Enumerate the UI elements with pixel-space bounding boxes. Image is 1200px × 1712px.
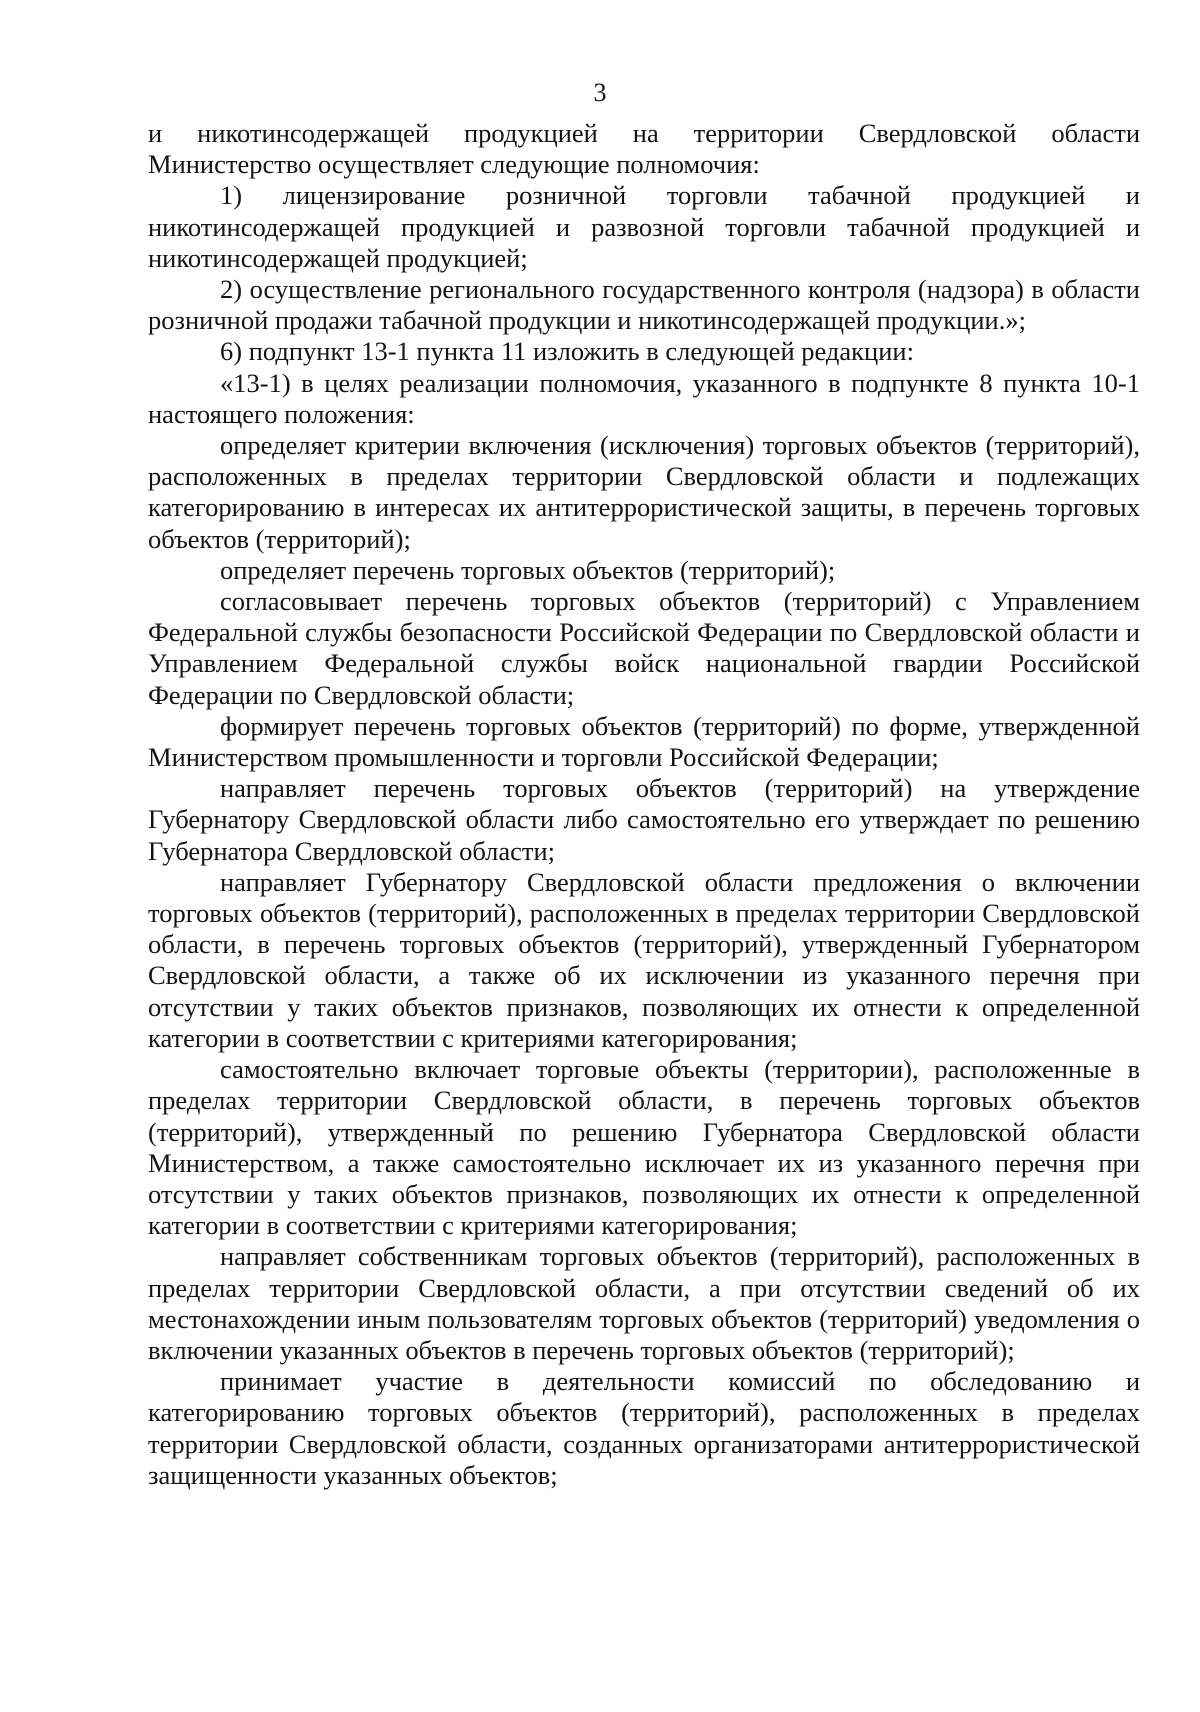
paragraph: направляет перечень торговых объектов (территорий) на утверждение Губернатору Свердловской области либо самостоятельно его утверждает по решению Губернатора Свердловской области; — [148, 773, 1140, 866]
paragraph: направляет собственникам торговых объектов (территорий), расположенных в пределах территории Свердловской области, а при отсутствии сведений об их местонахождении иным пользователям торговых объектов (территорий) уведомления о включении указанных объектов в перечень торговых объектов (территорий); — [148, 1241, 1140, 1365]
paragraph: формирует перечень торговых объектов (территорий) по форме, утвержденной Министерством промышленности и торговли Российской Федерации; — [148, 710, 1140, 773]
page-number: 3 — [593, 78, 607, 107]
paragraph: 1) лицензирование розничной торговли табачной продукцией и никотинсодержащей продукцией и развозной торговли табачной продукцией и никотинсодержащей продукцией; — [148, 180, 1140, 273]
paragraph: направляет Губернатору Свердловской области предложения о включении торговых объектов (территорий), расположенных в пределах территории Свердловской области, в перечень торговых объектов (территорий), утвержденный Губернатором Свердловской области, а также об их исключении из указанного перечня при отсутствии у таких объектов признаков, позволяющих их отнести к определенной категории в соответствии с критериями категорирования; — [148, 866, 1140, 1053]
paragraph: самостоятельно включает торговые объекты (территории), расположенные в пределах территории Свердловской области, в перечень торговых объектов (территорий), утвержденный по решению Губернатора Свердловской области Министерством, а также самостоятельно исключает их из указанного перечня при отсутствии у таких объектов признаков, позволяющих их отнести к определенной категории в соответствии с критериями категорирования; — [148, 1054, 1140, 1241]
paragraph: принимает участие в деятельности комиссий по обследованию и категорированию торговых объектов (территорий), расположенных в пределах территории Свердловской области, созданных организаторами антитеррористической защищенности указанных объектов; — [148, 1366, 1140, 1490]
paragraph: и никотинсодержащей продукцией на территории Свердловской области Министерство осуществляет следующие полномочия: — [148, 118, 1140, 180]
paragraph: определяет перечень торговых объектов (территорий); — [220, 554, 836, 585]
paragraph: 6) подпункт 13-1 пункта 11 изложить в следующей редакции: — [220, 336, 914, 367]
document-body — [148, 118, 1140, 1491]
paragraph: определяет критерии включения (исключения) торговых объектов (территорий), расположенных в пределах территории Свердловской области и подлежащих категорированию в интересах их антитеррористической защиты, в перечень торговых объектов (территорий); — [148, 430, 1140, 554]
paragraph: согласовывает перечень торговых объектов (территорий) с Управлением Федеральной службы безопасности Российской Федерации по Свердловской области и Управлением Федеральной службы войск национальной гвардии Российской Федерации по Свердловской области; — [148, 586, 1140, 710]
paragraph: 2) осуществление регионального государственного контроля (надзора) в области розничной продажи табачной продукции и никотинсодержащей продукции.»; — [148, 274, 1140, 336]
paragraph: «13-1) в целях реализации полномочия, указанного в подпункте 8 пункта 10-1 настоящего положения: — [148, 367, 1140, 429]
